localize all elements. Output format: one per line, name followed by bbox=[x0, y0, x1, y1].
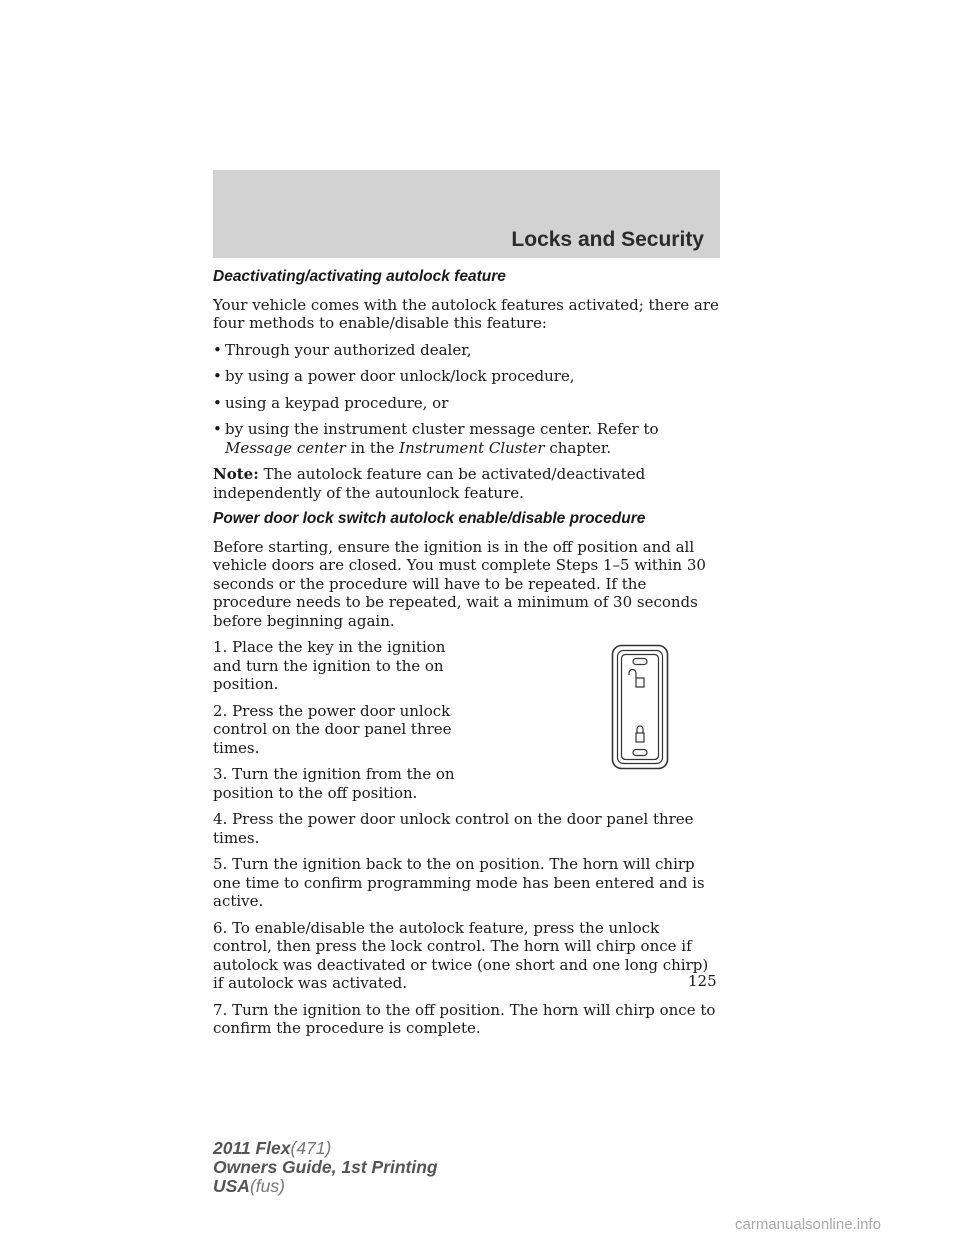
intro-paragraph: Your vehicle comes with the autolock features activated; there are four methods to enable/disable this feature: bbox=[213, 295, 719, 332]
bullet-icon: • bbox=[213, 420, 222, 438]
steps-with-figure bbox=[213, 638, 720, 810]
footer-market-code: (fus) bbox=[249, 1176, 285, 1196]
chapter-title: Locks and Security bbox=[511, 228, 704, 251]
cross-reference: Message center bbox=[225, 438, 346, 457]
list-item: • Through your authorized dealer, bbox=[213, 340, 472, 359]
footer-market: USA bbox=[213, 1176, 250, 1196]
step-item: 1. Place the key in the ignition and turn the ignition to the on position. bbox=[213, 638, 446, 693]
procedure-intro: Before starting, ensure the ignition is in the off position and all vehicle doors are closed. You must complete Steps 1–5 within 30 seconds or the procedure will have to be repeated. If the procedure needs to be repeated, wait a minimum of 30 seconds before beginning again. bbox=[213, 537, 706, 630]
list-item: • by using a power door unlock/lock procedure, bbox=[213, 367, 575, 385]
door-lock-switch-icon bbox=[611, 644, 669, 770]
watermark: carmanualsonline.info bbox=[735, 1216, 881, 1233]
step-item: 2. Press the power door unlock control on the door panel three times. bbox=[213, 701, 452, 757]
lock-icon bbox=[636, 726, 644, 742]
bullet-icon: • bbox=[213, 393, 222, 412]
step-item: 3. Turn the ignition from the on position to the off position. bbox=[213, 765, 455, 802]
page-number: 125 bbox=[688, 972, 717, 990]
bullet-icon: • bbox=[213, 367, 222, 385]
step-item: 5. Turn the ignition back to the on position. The horn will chirp one time to confirm programming mode has been entered and is active. bbox=[213, 855, 705, 910]
note-label: Note: bbox=[213, 465, 259, 483]
step-item: 6. To enable/disable the autolock feature, press the unlock control, then press the lock control. The horn will chirp once if autolock was deactivated or twice (one short and one long chirp) if autolock was activated. bbox=[213, 918, 709, 992]
door-lock-switch-figure bbox=[560, 638, 720, 810]
print-footer bbox=[213, 1139, 438, 1196]
footer-model: 2011 Flex bbox=[213, 1138, 291, 1158]
unlock-icon bbox=[629, 670, 644, 688]
methods-list bbox=[213, 341, 720, 458]
note-paragraph: Note: The autolock feature can be activated/deactivated independently of the autounlock feature. bbox=[213, 465, 646, 502]
list-item: • by using the instrument cluster message center. Refer to Message center in the Instrument Cluster chapter. bbox=[213, 420, 659, 457]
section-heading-autolock: Deactivating/activating autolock feature bbox=[213, 268, 506, 285]
chapter-header-band bbox=[213, 170, 720, 258]
list-item: • using a keypad procedure, or bbox=[213, 393, 449, 412]
page-content bbox=[213, 268, 720, 1046]
step-item: 4. Press the power door unlock control on the door panel three times. bbox=[213, 810, 694, 847]
bullet-icon: • bbox=[213, 340, 222, 359]
cross-reference: Instrument Cluster bbox=[399, 438, 545, 457]
footer-guide: Owners Guide, 1st Printing bbox=[213, 1157, 438, 1177]
section-heading-procedure: Power door lock switch autolock enable/disable procedure bbox=[213, 510, 646, 527]
steps-column bbox=[213, 638, 458, 810]
footer-model-code: (471) bbox=[290, 1138, 332, 1158]
step-item: 7. Turn the ignition to the off position. The horn will chirp once to confirm the procedure is complete. bbox=[213, 1000, 716, 1037]
